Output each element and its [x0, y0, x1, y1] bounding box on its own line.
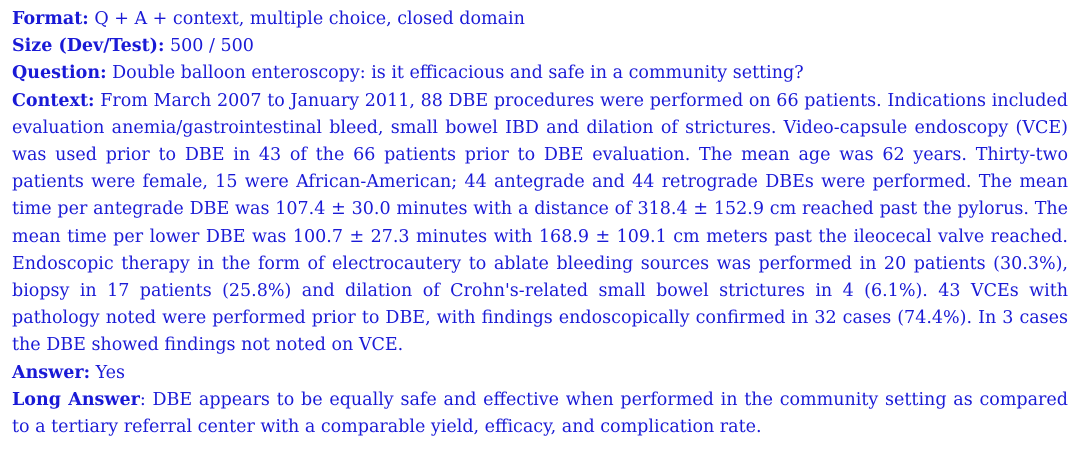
- answer-label: Answer:: [12, 362, 91, 383]
- long-answer-label: Long Answer: [12, 389, 140, 410]
- question-label: Question:: [12, 63, 107, 84]
- question-value: Double balloon enteroscopy: is it efficacious and safe in a community setting?: [112, 63, 804, 84]
- size-field: [12, 33, 1068, 60]
- format-label: Format:: [12, 9, 89, 29]
- context-value: From March 2007 to January 2011, 88 DBE procedures were performed on 66 patients. Indications included evaluation anemia/gastrointestinal bleed, small bowel IBD and dilation of strictures. Video-capsule endoscopy (VCE) was used prior to DBE in 43 of the 66 patients prior to DBE evaluation. The mean age was 62 years. Thirty-two patients were female, 15 were African-American; 44 antegrade and 44 retrograde DBEs were performed. The mean time per antegrade DBE was 107.4 ± 30.0 minutes with a distance of 318.4 ± 152.9 cm reached past the pylorus. The mean time per lower DBE was 100.7 ± 27.3 minutes with 168.9 ± 109.1 cm meters past the ileocecal valve reached. Endoscopic therapy in the form of electrocautery to ablate bleeding sources was performed in 20 patients (30.3%), biopsy in 17 patients (25.8%) and dilation of Crohn's-related small bowel strictures in 4 (6.1%). 43 VCEs with pathology noted were performed prior to DBE, with findings endoscopically confirmed in 32 cases (74.4%). In 3 cases the DBE showed findings not noted on VCE.: [12, 90, 1068, 356]
- context-label: Context:: [12, 90, 95, 111]
- answer-value: Yes: [95, 362, 125, 383]
- size-value: 500 / 500: [170, 36, 254, 57]
- format-value: Q + A + context, multiple choice, closed domain: [94, 9, 525, 29]
- context-field: [12, 88, 1068, 360]
- format-field: [12, 6, 1068, 33]
- answer-field: [12, 360, 1068, 387]
- long-answer-separator: :: [139, 389, 146, 410]
- long-answer-field: [12, 387, 1068, 441]
- long-answer-value: DBE appears to be equally safe and effective when performed in the community setting as compared to a tertiary referral center with a comparable yield, efficacy, and complication rate.: [12, 389, 1068, 438]
- size-label: Size (Dev/Test):: [12, 36, 165, 57]
- question-field: [12, 60, 1068, 87]
